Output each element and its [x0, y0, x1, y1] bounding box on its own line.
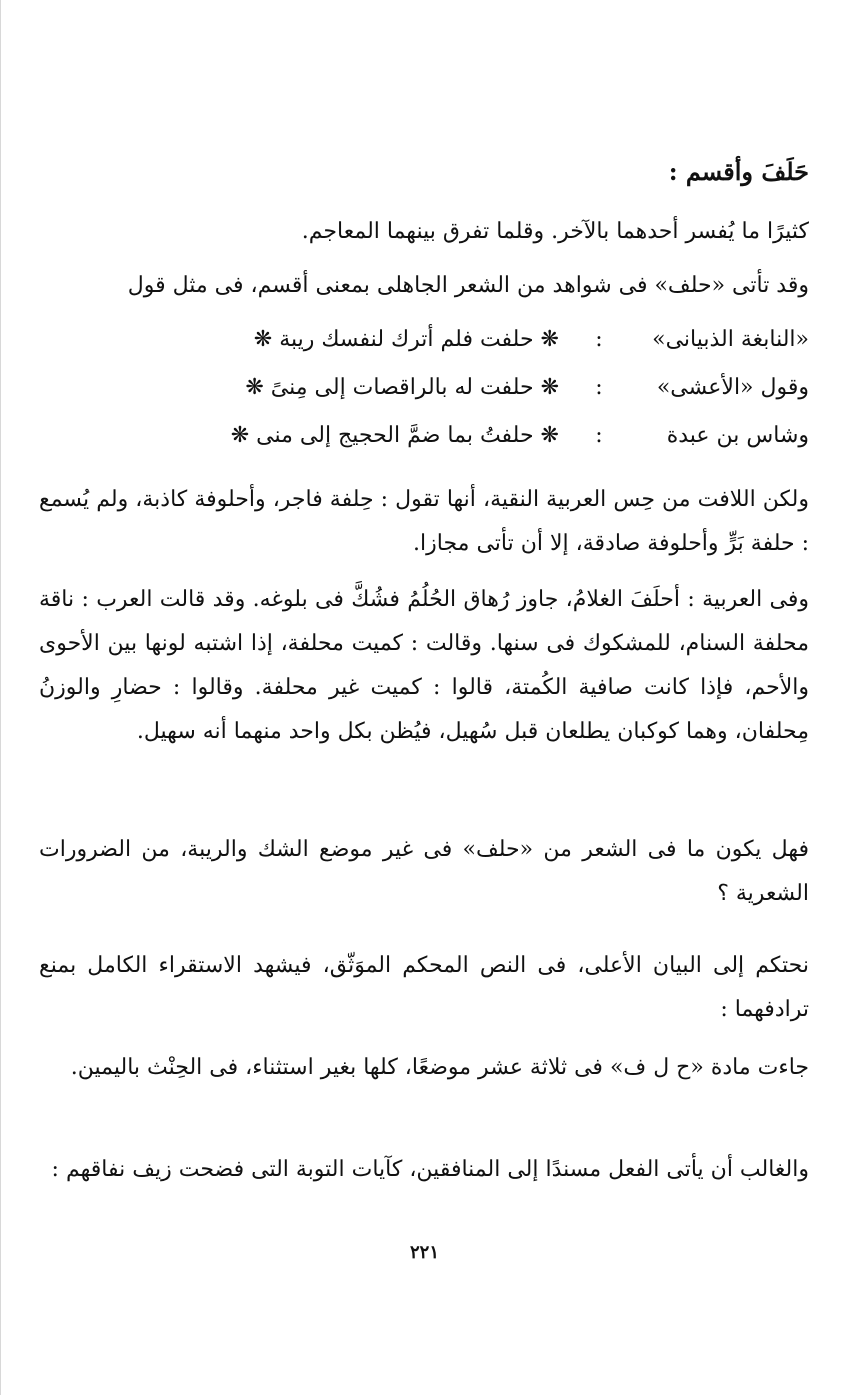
paragraph-madda: جاءت مادة «ح ل ف» فى ثلاثة عشر موضعًا، كلها بغير استثناء، فى الحِنْث باليمين.: [70, 1055, 809, 1080]
intro-line: كثيرًا ما يُفسر أحدهما بالآخر. وقلما تفرق بينهما المعاجم.: [301, 219, 809, 244]
paragraph-arabiyya: وفى العربية : أحلَفَ الغلامُ، جاوز رُهاق الحُلُمُ فشُكَّ فى بلوغه. وقد قالت العرب : ناقة محلفة السنام، للمشكوك فى سنها. وقالت : كميت محلفة، إذا اشتبه لونها بين الأحوى والأحم، فإذا كانت صافية الكُمتة، قالوا : كميت غير محلفة. وقالوا : حضارِ والوزنُ مِحلفان، وهما كوكبان يطلعان قبل سُهيل، فيُظن بكل واحد منهما أنه سهيل.: [39, 587, 810, 744]
verse-colon: :: [595, 423, 603, 448]
verse-text: ❋ حلفت فلم أترك لنفسك ريبة ❋: [253, 327, 559, 352]
paragraph-lafit: ولكن اللافت من حِس العربية النقية، أنها تقول : حِلفة فاجر، وأحلوفة كاذبة، ولم يُسمع : حلفة بَرٍّ وأحلوفة صادقة، إلا أن تأتى مجازا.: [39, 487, 809, 556]
paragraph-munafiqin: والغالب أن يأتى الفعل مسندًا إلى المنافقين، كآيات التوبة التى فضحت زيف نفاقهم :: [51, 1157, 809, 1182]
section-heading: حَلَفَ وأقسم :: [668, 157, 809, 186]
paragraph-question: فهل يكون ما فى الشعر من «حلف» فى غير موضع الشك والريبة، من الضرورات الشعرية ؟: [39, 837, 809, 906]
verse-row: [39, 414, 809, 458]
verse-text: ❋ حلفت له بالراقصات إلى مِنىً ❋: [245, 375, 559, 400]
paragraph-bayan: نحتكم إلى البيان الأعلى، فى النص المحكم الموَثّق، فيشهد الاستقراء الكامل بمنع ترادفهما :: [39, 953, 809, 1022]
verse-text: ❋ حلفتُ بما ضمَّ الحجيج إلى منى ❋: [230, 423, 559, 448]
page-number: ٢٢١: [409, 1242, 439, 1263]
verse-colon: :: [595, 375, 603, 400]
page-edge-line: [0, 0, 1, 1395]
verse-row: [39, 366, 809, 410]
verse-colon: :: [595, 327, 603, 352]
verse-poet: وشاس بن عبدة: [666, 423, 809, 448]
verse-poet: وقول «الأعشى»: [656, 375, 809, 400]
verses-intro-line: وقد تأتى «حلف» فى شواهد من الشعر الجاهلى بمعنى أقسم، فى مثل قول: [127, 273, 809, 298]
verse-row: [39, 318, 809, 362]
verse-poet: «النابغة الذبيانى»: [652, 327, 809, 352]
